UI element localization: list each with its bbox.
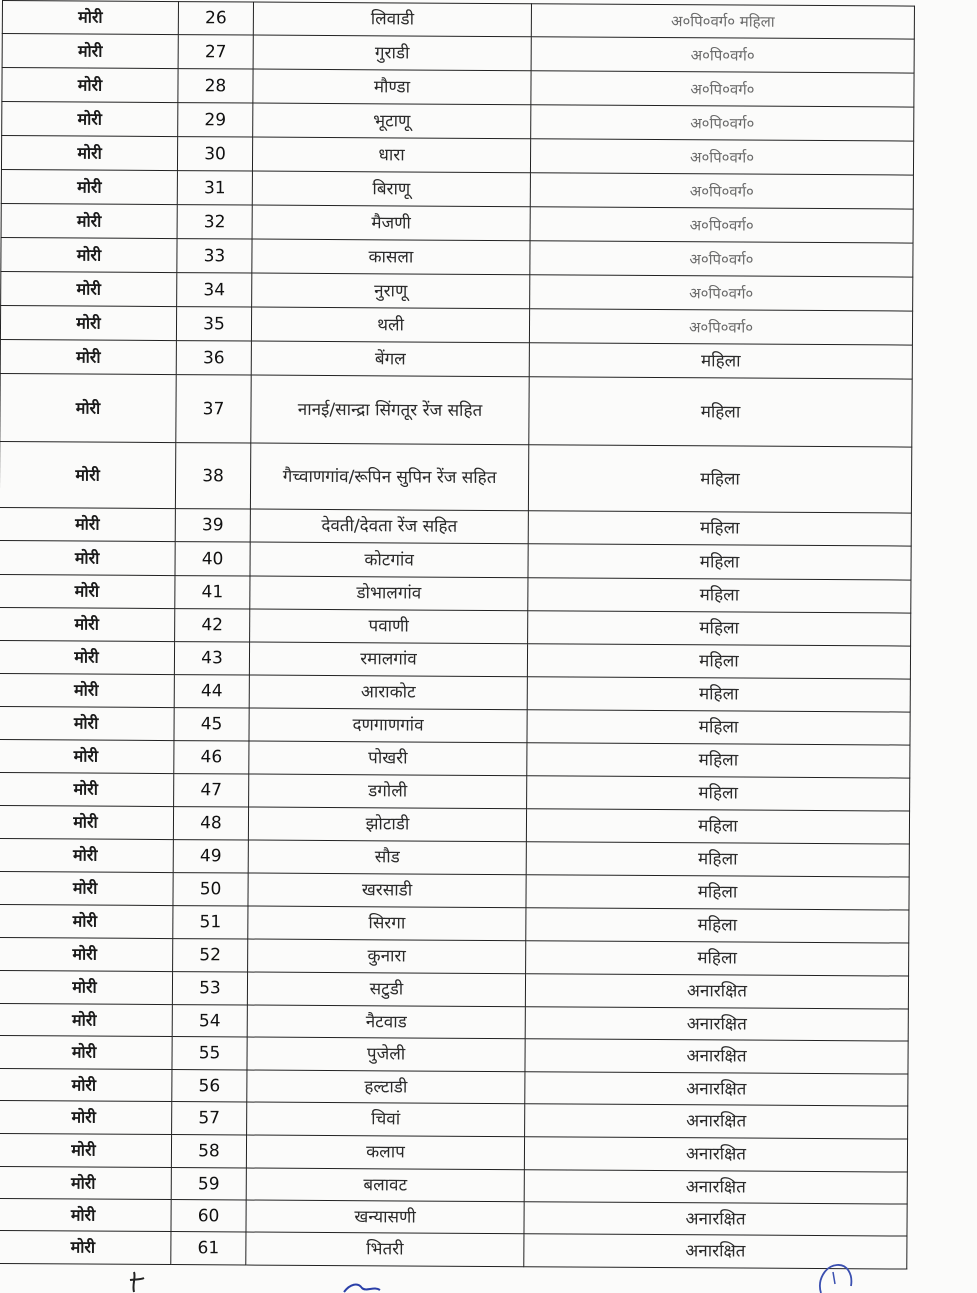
serial-number-cell: 39 — [175, 509, 250, 542]
village-name-cell: पवाणी — [250, 609, 528, 644]
serial-number-cell: 38 — [175, 443, 250, 509]
village-name-cell: बलावट — [246, 1168, 524, 1202]
table-row — [0, 772, 910, 811]
reservation-category-cell: महिला — [528, 544, 911, 580]
serial-number-cell: 29 — [178, 103, 253, 137]
block-cell: मोरी — [0, 871, 173, 905]
table-row — [0, 805, 910, 844]
reservation-category-cell: अनारक्षित — [525, 1072, 908, 1106]
block-cell: मोरी — [1, 237, 177, 272]
table-row — [2, 34, 914, 74]
village-name-cell: नैटवाड — [247, 1005, 525, 1039]
village-name-cell: खन्यासणी — [246, 1200, 524, 1234]
village-name-cell: झोटाडी — [248, 807, 526, 842]
reservation-category-cell: महिला — [528, 445, 911, 513]
village-name-cell: भूटाणू — [253, 103, 531, 139]
block-cell: मोरी — [0, 507, 175, 541]
block-cell: मोरी — [0, 305, 176, 340]
reservation-category-cell: महिला — [527, 776, 910, 811]
reservation-category-cell: अनारक्षित — [525, 1007, 908, 1041]
serial-number-cell: 42 — [175, 609, 250, 642]
table-row — [1, 169, 913, 209]
block-cell: मोरी — [0, 1166, 171, 1199]
serial-number-cell: 28 — [178, 69, 253, 103]
block-cell: मोरी — [1, 203, 177, 238]
table-row — [0, 706, 910, 745]
block-cell: मोरी — [0, 739, 174, 773]
reservation-category-cell: महिला — [527, 677, 910, 712]
block-cell: मोरी — [2, 68, 178, 103]
reservation-category-cell: अ०पि०वर्ग० — [530, 241, 913, 277]
block-cell: मोरी — [0, 1068, 172, 1101]
serial-number-cell: 35 — [176, 307, 251, 341]
block-cell: मोरी — [0, 1230, 171, 1264]
table-row — [0, 1133, 908, 1172]
serial-number-cell: 36 — [176, 341, 251, 375]
reservation-category-cell: महिला — [526, 875, 909, 910]
block-cell: मोरी — [1, 136, 177, 171]
village-name-cell: गैच्वाणगांव/रूपिन सुपिन रेंज सहित — [250, 443, 528, 511]
block-cell: मोरी — [0, 937, 173, 971]
table-row — [1, 203, 913, 243]
reservation-category-cell: महिला — [527, 710, 910, 745]
table-row — [0, 607, 911, 646]
table-row — [0, 937, 909, 976]
table-row — [0, 871, 909, 910]
serial-number-cell: 56 — [172, 1070, 247, 1102]
serial-number-cell: 59 — [171, 1168, 246, 1200]
village-name-cell: डगोली — [249, 774, 527, 809]
reservation-category-cell: अ०पि०वर्ग० — [529, 309, 912, 345]
serial-number-cell: 37 — [176, 375, 251, 443]
village-name-cell: सिरगा — [248, 906, 526, 941]
village-name-cell: कुनारा — [248, 939, 526, 974]
table-row — [0, 970, 909, 1009]
block-cell: मोरी — [0, 673, 174, 707]
stamp-mark — [815, 1262, 855, 1293]
village-name-cell: भितरी — [246, 1232, 524, 1267]
serial-number-cell: 61 — [171, 1232, 246, 1265]
block-cell: मोरी — [0, 1003, 172, 1036]
reservation-category-cell: अ०पि०वर्ग० — [531, 71, 914, 107]
reservation-category-cell: अ०पि०वर्ग० — [530, 275, 913, 311]
village-name-cell: चिवां — [247, 1102, 525, 1137]
reservation-category-cell: अनारक्षित — [524, 1170, 907, 1204]
table-row — [1, 237, 913, 277]
reservation-category-cell: अनारक्षित — [524, 1234, 907, 1269]
serial-number-cell: 32 — [177, 205, 252, 239]
village-name-cell: धारा — [252, 137, 530, 173]
table-row — [2, 102, 914, 142]
block-cell: मोरी — [0, 373, 176, 442]
serial-number-cell: 55 — [172, 1037, 247, 1070]
village-name-cell: हल्टाडी — [247, 1070, 525, 1104]
table-row — [0, 1035, 908, 1074]
block-cell: मोरी — [0, 1035, 172, 1069]
table-row — [0, 1230, 907, 1269]
block-cell: मोरी — [2, 34, 178, 69]
block-cell: मोरी — [0, 805, 174, 839]
table-row — [2, 1, 914, 40]
reservation-category-cell: अ०पि०वर्ग० — [531, 105, 914, 141]
block-cell: मोरी — [0, 772, 174, 806]
table-row — [0, 540, 911, 580]
serial-number-cell: 41 — [175, 576, 250, 609]
village-name-cell: मैजणी — [252, 205, 530, 241]
village-name-cell: रमालगांव — [249, 642, 527, 677]
village-name-cell: सटुडी — [247, 972, 525, 1007]
village-name-cell: मौण्डा — [253, 69, 531, 105]
signature-mark — [120, 1270, 150, 1293]
table-row — [0, 640, 911, 679]
serial-number-cell: 54 — [172, 1005, 247, 1037]
serial-number-cell: 52 — [173, 939, 248, 972]
reservation-category-cell: महिला — [529, 343, 912, 379]
serial-number-cell: 46 — [174, 741, 249, 774]
block-cell: मोरी — [1, 271, 177, 306]
reservation-category-cell: महिला — [528, 511, 911, 546]
village-name-cell: डोभालगांव — [250, 576, 528, 611]
serial-number-cell: 60 — [171, 1200, 246, 1232]
serial-number-cell: 40 — [175, 542, 250, 576]
reservation-category-cell: अनारक्षित — [525, 974, 908, 1009]
village-name-cell: सौड — [248, 840, 526, 875]
serial-number-cell: 58 — [171, 1135, 246, 1168]
village-name-cell: बेंगल — [251, 341, 529, 377]
block-cell: मोरी — [0, 706, 174, 740]
reservation-category-cell: महिला — [526, 941, 909, 976]
village-name-cell: खरसाडी — [248, 873, 526, 908]
serial-number-cell: 50 — [173, 873, 248, 906]
serial-number-cell: 30 — [177, 137, 252, 171]
serial-number-cell: 45 — [174, 708, 249, 741]
village-name-cell: कासला — [252, 239, 530, 275]
block-cell: मोरी — [0, 970, 173, 1004]
serial-number-cell: 27 — [178, 35, 253, 69]
table-row — [0, 904, 909, 943]
serial-number-cell: 53 — [172, 972, 247, 1005]
village-name-cell: आराकोट — [249, 675, 527, 710]
block-cell: मोरी — [0, 904, 173, 938]
table-row — [1, 271, 913, 311]
table-row — [0, 838, 909, 877]
reservation-category-cell: अनारक्षित — [525, 1039, 908, 1074]
reservation-category-cell: महिला — [527, 743, 910, 778]
serial-number-cell: 49 — [173, 840, 248, 873]
reservation-category-cell: अ०पि०वर्ग० — [530, 207, 913, 243]
village-name-cell: नानई/सान्द्रा सिंगतूर रेंज सहित — [251, 375, 529, 445]
block-cell: मोरी — [2, 1, 178, 35]
village-name-cell: गुराडी — [253, 35, 531, 71]
table-row — [0, 373, 912, 447]
serial-number-cell: 47 — [174, 774, 249, 807]
reservation-category-cell: अनारक्षित — [524, 1137, 907, 1172]
reservation-category-cell: महिला — [526, 809, 909, 844]
block-cell: मोरी — [0, 1100, 172, 1134]
signature-ink-mark — [340, 1278, 400, 1293]
village-name-cell: थली — [251, 307, 529, 343]
block-cell: मोरी — [0, 540, 175, 575]
table-row — [0, 339, 912, 379]
table-body — [0, 1, 914, 1270]
table-row — [0, 1100, 908, 1139]
reservation-category-cell: अनारक्षित — [525, 1104, 908, 1139]
table-row — [0, 574, 911, 613]
block-cell: मोरी — [0, 1133, 172, 1167]
serial-number-cell: 57 — [172, 1102, 247, 1135]
block-cell: मोरी — [0, 838, 173, 872]
serial-number-cell: 33 — [177, 239, 252, 273]
village-name-cell: लिवाडी — [253, 2, 531, 37]
block-cell: मोरी — [2, 102, 178, 137]
serial-number-cell: 34 — [177, 273, 252, 307]
reservation-category-cell: महिला — [527, 644, 910, 679]
village-name-cell: कोटगांव — [250, 542, 528, 578]
serial-number-cell: 43 — [174, 642, 249, 675]
block-cell: मोरी — [0, 339, 176, 374]
table-row — [2, 68, 914, 108]
village-name-cell: देवती/देवता रेंज सहित — [250, 509, 528, 544]
serial-number-cell: 51 — [173, 906, 248, 939]
reservation-category-cell: महिला — [528, 578, 911, 613]
reservation-category-cell: अ०पि०वर्ग० महिला — [531, 4, 914, 39]
table-row — [1, 136, 913, 176]
village-name-cell: पुजेली — [247, 1037, 525, 1072]
village-name-cell: कलाप — [246, 1135, 524, 1170]
table-row — [0, 739, 910, 778]
village-name-cell: बिराणू — [252, 171, 530, 207]
reservation-category-cell: अ०पि०वर्ग० — [531, 37, 914, 73]
serial-number-cell: 31 — [177, 171, 252, 205]
reservation-category-cell: महिला — [526, 908, 909, 943]
reservation-category-cell: महिला — [529, 377, 912, 447]
block-cell: मोरी — [1, 169, 177, 204]
reservation-category-cell: अ०पि०वर्ग० — [530, 139, 913, 175]
table-row — [0, 441, 912, 513]
serial-number-cell: 48 — [173, 807, 248, 840]
reservation-category-cell: अनारक्षित — [524, 1202, 907, 1236]
reservation-category-cell: अ०पि०वर्ग० — [530, 173, 913, 209]
serial-number-cell: 26 — [178, 2, 253, 35]
table-row — [0, 673, 910, 712]
block-cell: मोरी — [0, 574, 175, 608]
block-cell: मोरी — [0, 640, 175, 674]
block-cell: मोरी — [0, 441, 176, 508]
block-cell: मोरी — [0, 607, 175, 641]
village-name-cell: दणगाणगांव — [249, 708, 527, 743]
village-name-cell: पोखरी — [249, 741, 527, 776]
reservation-category-cell: महिला — [528, 611, 911, 646]
table-row — [0, 305, 912, 345]
serial-number-cell: 44 — [174, 675, 249, 708]
reservation-category-cell: महिला — [526, 842, 909, 877]
table-row — [0, 507, 911, 546]
village-name-cell: नुराणू — [252, 273, 530, 309]
block-cell: मोरी — [0, 1198, 171, 1231]
